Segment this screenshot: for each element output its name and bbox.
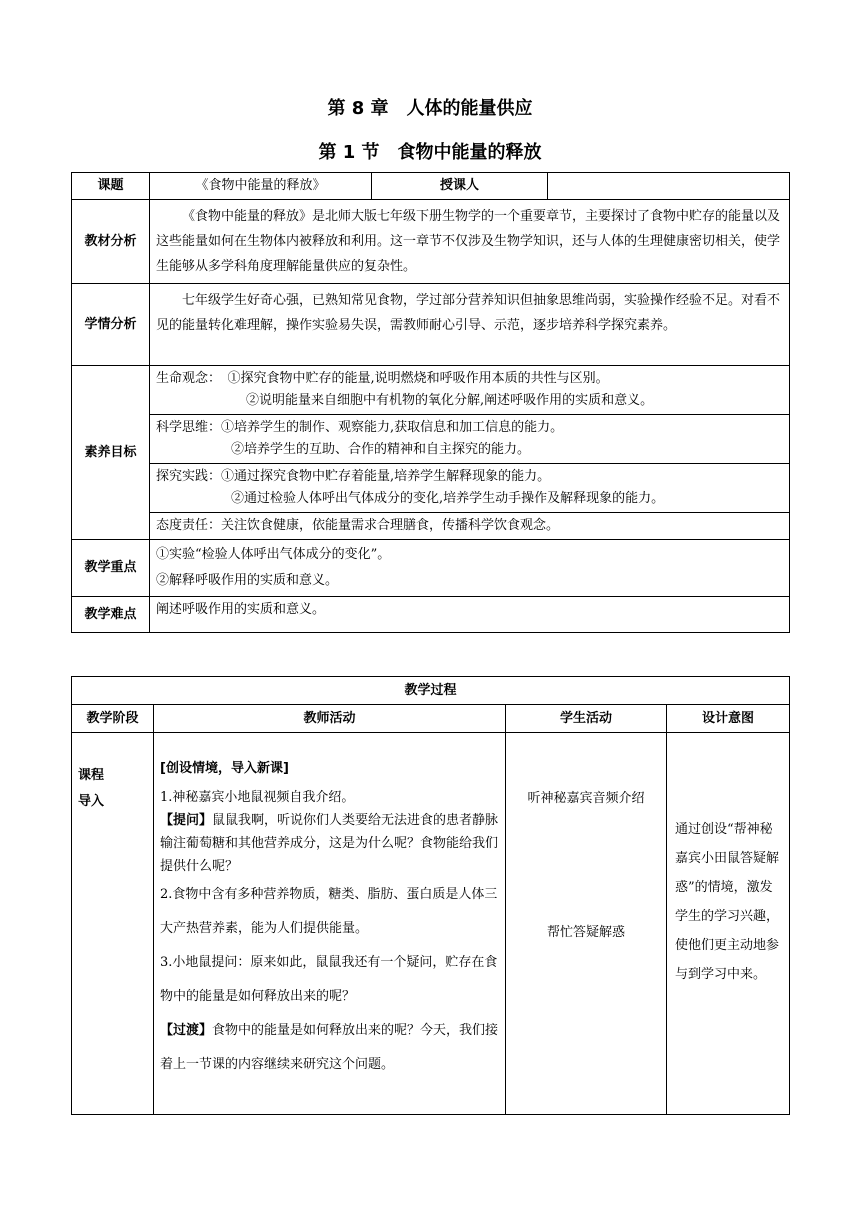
student-activity — [506, 733, 667, 1115]
stage-line-2: 导入 — [78, 794, 105, 809]
teacher-item-2: 2.食物中含有多种营养物质，糖类、脂肪、蛋白质是人体三大产热营养素，能为人们提供能量。 — [160, 887, 498, 936]
key-point-2: ②解释呼吸作用的实质和意义。 — [156, 573, 339, 588]
teacher-question — [160, 809, 499, 878]
analysis-label: 教材分析 — [72, 200, 150, 284]
col-teacher: 教师活动 — [154, 705, 506, 733]
learner-text: 七年级学生好奇心强，已熟知常见食物，学过部分营养知识但抽象思维尚弱，实验操作经验不足。对看不见的能量转化难理解，操作实验易失误，需教师耐心引导、示范，逐步培养科学探究素养。 — [150, 284, 790, 366]
teacher-head: [创设情境，导入新课] — [160, 761, 289, 776]
goal-inq — [150, 464, 790, 513]
student-item-2: 帮忙答疑解惑 — [546, 925, 625, 940]
question-tag: 【提问】 — [160, 813, 213, 828]
learner-label: 学情分析 — [72, 284, 150, 366]
teacher-label: 授课人 — [372, 173, 548, 200]
topic-value: 《食物中能量的释放》 — [150, 173, 372, 200]
goal-inq-1: 探究实践：①通过探究食物中贮存着能量,培养学生解释现象的能力。 — [156, 469, 551, 484]
goal-sci-1: 科学思维：①培养学生的制作、观察能力,获取信息和加工信息的能力。 — [156, 420, 564, 435]
teacher-transition — [160, 1014, 499, 1082]
goals-label: 素养目标 — [72, 366, 150, 540]
col-stage: 教学阶段 — [72, 705, 154, 733]
question-text: 鼠鼠我啊，听说你们人类要给无法进食的患者静脉输注葡萄糖和其他营养成分，这是为什么呢？食物能给我们提供什么呢？ — [160, 813, 499, 874]
goal-inq-2: ②通过检验人体呼出气体成分的变化,培养学生动手操作及解释现象的能力。 — [231, 491, 665, 506]
diff-label: 教学难点 — [72, 597, 150, 633]
key-points — [150, 540, 790, 597]
process-title: 教学过程 — [72, 677, 790, 705]
teacher-activity — [154, 733, 506, 1115]
teacher-value — [548, 173, 790, 200]
stage-line-1: 课程 — [78, 768, 105, 783]
analysis-text: 《食物中能量的释放》是北师大版七年级下册生物学的一个重要章节，主要探讨了食物中贮存的能量以及这些能量如何在生物体内被释放和利用。这一章节不仅涉及生物学知识，还与人体的生理健康密切相关，使学生能够从多学科角度理解能量供应的复杂性。 — [150, 200, 790, 284]
chapter-title: 第 8 章 人体的能量供应 — [327, 98, 533, 119]
process-table — [71, 676, 790, 1115]
goal-sci — [150, 415, 790, 464]
stage-cell — [72, 733, 154, 1115]
design-intent: 通过创设“帮神秘嘉宾小田鼠答疑解惑”的情境，激发学生的学习兴趣，使他们更主动地参与到学习中来。 — [667, 733, 790, 1115]
teacher-item-3: 3.小地鼠提问：原来如此，鼠鼠我还有一个疑问，贮存在食物中的能量是如何释放出来的呢？ — [160, 955, 498, 1004]
transition-text: 食物中的能量是如何释放出来的呢？今天，我们接着上一节课的内容继续来研究这个问题。 — [160, 1023, 499, 1072]
key-point-1: ①实验“检验人体呼出气体成分的变化”。 — [156, 547, 391, 562]
goal-life — [150, 366, 790, 415]
section-title: 第 1 节 食物中能量的释放 — [318, 142, 542, 163]
goal-sci-2: ②培养学生的互助、合作的精神和自主探究的能力。 — [231, 442, 531, 457]
goal-life-2: ②说明能量来自细胞中有机物的氧化分解,阐述呼吸作用的实质和意义。 — [246, 393, 654, 408]
transition-tag: 【过渡】 — [160, 1023, 213, 1038]
student-item-1: 听神秘嘉宾音频介绍 — [527, 791, 645, 806]
col-student: 学生活动 — [506, 705, 667, 733]
goal-life-1: 生命观念： ①探究食物中贮存的能量,说明燃烧和呼吸作用本质的共性与区别。 — [156, 371, 609, 386]
goal-att: 态度责任：关注饮食健康，依能量需求合理膳食，传播科学饮食观念。 — [150, 513, 790, 540]
key-label: 教学重点 — [72, 540, 150, 597]
diff-text: 阐述呼吸作用的实质和意义。 — [150, 597, 790, 633]
topic-label: 课题 — [72, 173, 150, 200]
col-intent: 设计意图 — [667, 705, 790, 733]
lesson-info-table — [71, 172, 790, 633]
teacher-item-1: 1.神秘嘉宾小地鼠视频自我介绍。 — [160, 790, 355, 805]
